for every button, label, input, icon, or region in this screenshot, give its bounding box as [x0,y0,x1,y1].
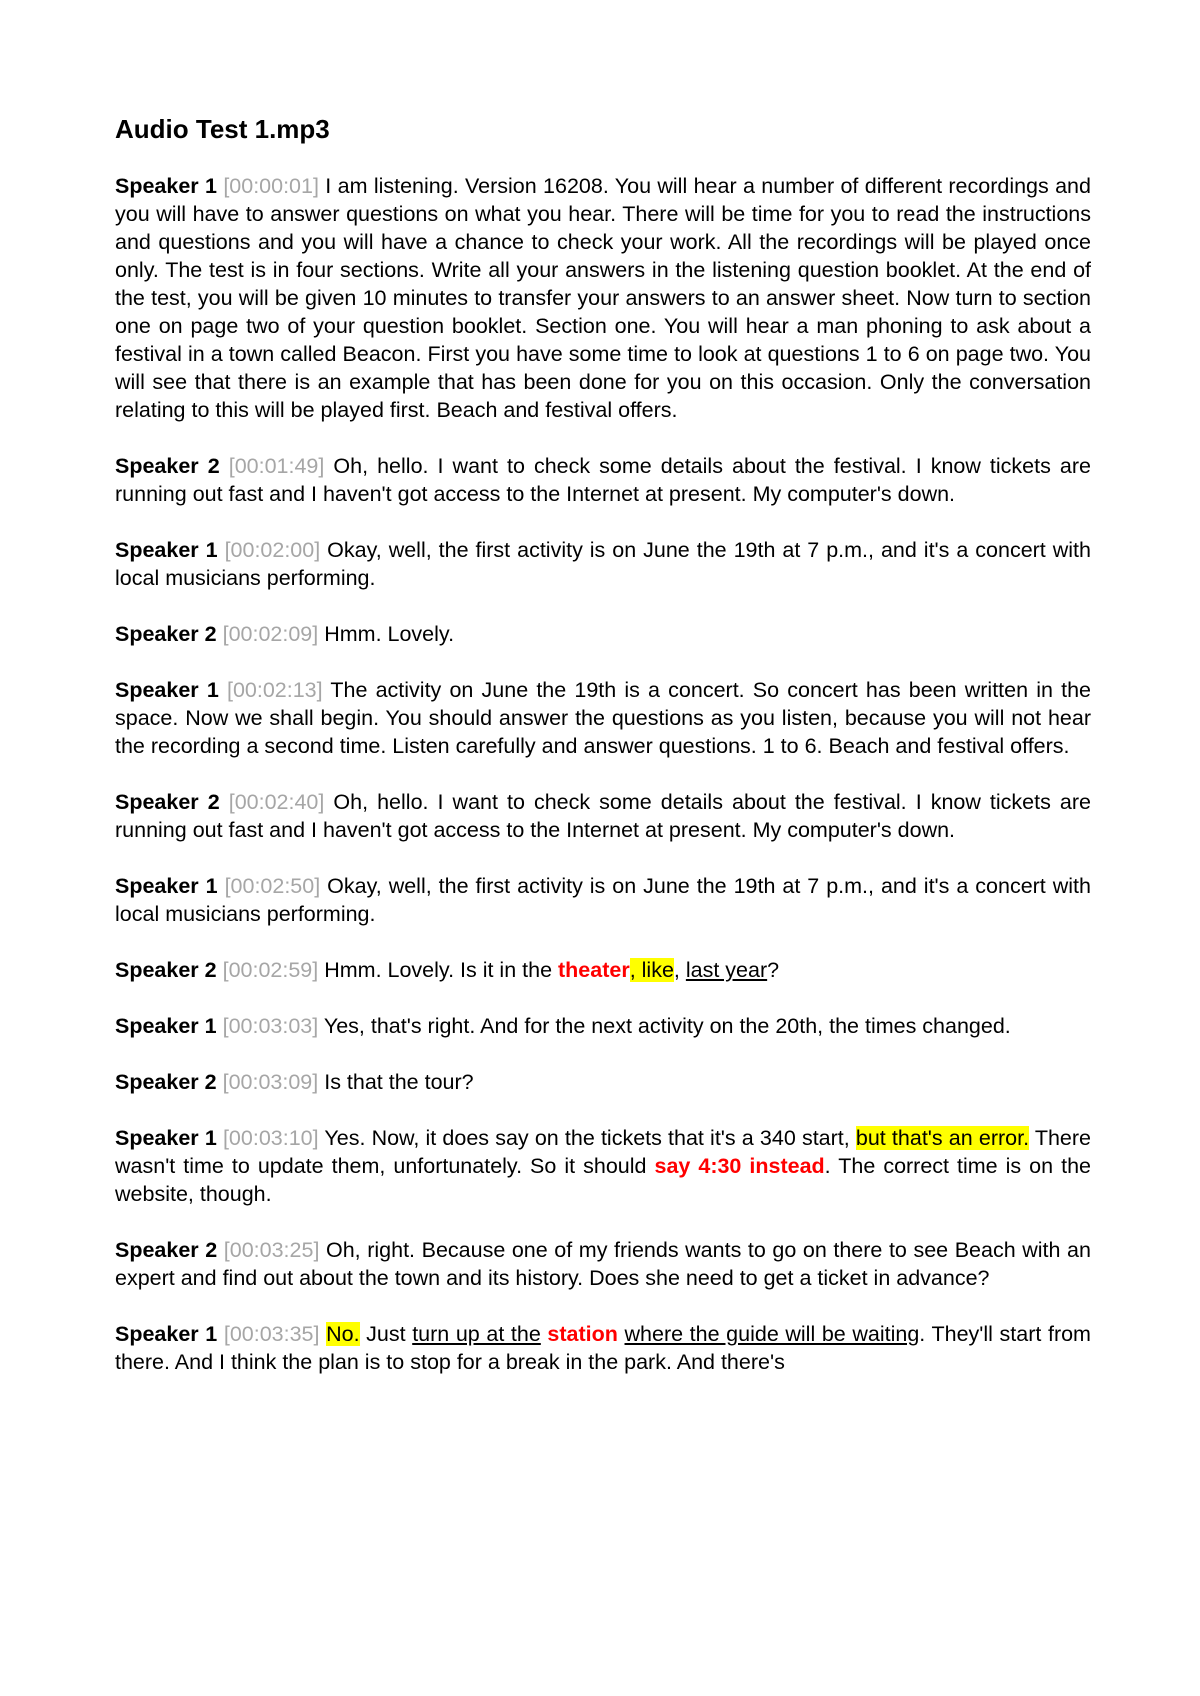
timestamp: [00:03:35] [223,1322,320,1346]
timestamp: [00:03:25] [223,1238,320,1262]
utterance-text: . They'll start from there. And I think the plan is to stop for a break in the park. And there's [115,1322,1091,1374]
highlighted-text: No. [326,1322,360,1346]
utterance-text: ? [767,958,780,982]
timestamp: [00:00:01] [223,174,319,198]
utterance-text: Oh, hello. I want to check some details about the festival. I know tickets are running out fast and I haven't got access to the Internet at present. My computer's down. [115,454,1091,506]
answer-keyword: station [547,1322,618,1346]
speaker-label: Speaker 2 [115,454,220,478]
document-page [115,112,1091,1404]
speaker-label: Speaker 2 [115,622,217,646]
highlighted-text: , like [629,958,674,982]
underlined-text: turn up at the [412,1322,541,1346]
transcript-paragraph [115,1012,1091,1040]
transcript-body [115,172,1091,1376]
underlined-text: last year [685,958,768,982]
utterance-text: Oh, right. Because one of my friends wants to go on there to see Beach with an expert and find out about the town and its history. Does she need to get a ticket in advance? [115,1238,1091,1290]
utterance-text: Hmm. Lovely. [324,622,455,646]
speaker-label: Speaker 1 [115,678,219,702]
utterance-text [618,1322,625,1346]
transcript-paragraph [115,1320,1091,1376]
utterance-text: Yes. Now, it does say on the tickets that it's a 340 start, [324,1126,856,1150]
answer-keyword: say 4:30 instead [654,1154,825,1178]
transcript-paragraph [115,1236,1091,1292]
transcript-paragraph [115,956,1091,984]
speaker-label: Speaker 1 [115,1322,218,1346]
utterance-text: Okay, well, the first activity is on June the 19th at 7 p.m., and it's a concert with local musicians performing. [115,538,1091,590]
transcript-paragraph [115,172,1091,424]
transcript-paragraph [115,536,1091,592]
underlined-text: where the guide will be waiting [624,1322,920,1346]
timestamp: [00:02:13] [226,678,323,702]
timestamp: [00:03:03] [222,1014,319,1038]
transcript-paragraph [115,676,1091,760]
transcript-paragraph [115,620,1091,648]
transcript-paragraph [115,1124,1091,1208]
speaker-label: Speaker 1 [115,1014,217,1038]
document-title: Audio Test 1.mp3 [115,114,330,144]
timestamp: [00:02:00] [224,538,321,562]
timestamp: [00:03:10] [222,1126,319,1150]
speaker-label: Speaker 1 [115,874,218,898]
transcript-paragraph [115,872,1091,928]
utterance-text: Okay, well, the first activity is on June the 19th at 7 p.m., and it's a concert with local musicians performing. [115,874,1091,926]
timestamp: [00:02:59] [222,958,319,982]
utterance-text: I am listening. Version 16208. You will hear a number of different recordings and you will have to answer questions on what you hear. There will be time for you to read the instructions and questions and you will have a chance to check your work. All the recordings will be played once only. The test is in four sections. Write all your answers in the listening question booklet. At the end of the test, you will be given 10 minutes to transfer your answers to an answer sheet. Now turn to section one on page two of your question booklet. Section one. You will hear a man phoning to ask about a festival in a town called Beacon. First you have some time to look at questions 1 to 6 on page two. You will see that there is an example that has been done for you on this occasion. Only the conversation relating to this will be played first. Beach and festival offers. [115,174,1091,422]
speaker-label: Speaker 2 [115,1070,217,1094]
speaker-label: Speaker 2 [115,790,220,814]
speaker-label: Speaker 2 [115,958,217,982]
highlighted-text: but that's an error. [855,1126,1030,1150]
transcript-paragraph [115,788,1091,844]
timestamp: [00:01:49] [228,454,325,478]
utterance-text: , [673,958,686,982]
speaker-label: Speaker 1 [115,174,217,198]
utterance-text: Oh, hello. I want to check some details about the festival. I know tickets are running out fast and I haven't got access to the Internet at present. My computer's down. [115,790,1091,842]
utterance-text: The activity on June the 19th is a concert. So concert has been written in the space. Now we shall begin. You should answer the questions as you listen, because you will not hear the recording a second time. Listen carefully and answer questions. 1 to 6. Beach and festival offers. [115,678,1091,758]
speaker-label: Speaker 1 [115,538,218,562]
speaker-label: Speaker 2 [115,1238,218,1262]
utterance-text: Is that the tour? [324,1070,474,1094]
timestamp: [00:02:40] [228,790,325,814]
timestamp: [00:02:50] [224,874,321,898]
answer-keyword: theater [558,958,630,982]
timestamp: [00:03:09] [222,1070,319,1094]
transcript-paragraph [115,452,1091,508]
timestamp: [00:02:09] [222,622,319,646]
transcript-paragraph [115,1068,1091,1096]
speaker-label: Speaker 1 [115,1126,217,1150]
utterance-text: . The correct time is on the website, though. [115,1154,1091,1206]
utterance-text: Yes, that's right. And for the next activity on the 20th, the times changed. [323,1014,1011,1038]
utterance-text: Just [359,1322,413,1346]
utterance-text: Hmm. Lovely. Is it in the [324,958,558,982]
utterance-text: There wasn't time to update them, unfortunately. So it should [115,1126,1091,1178]
